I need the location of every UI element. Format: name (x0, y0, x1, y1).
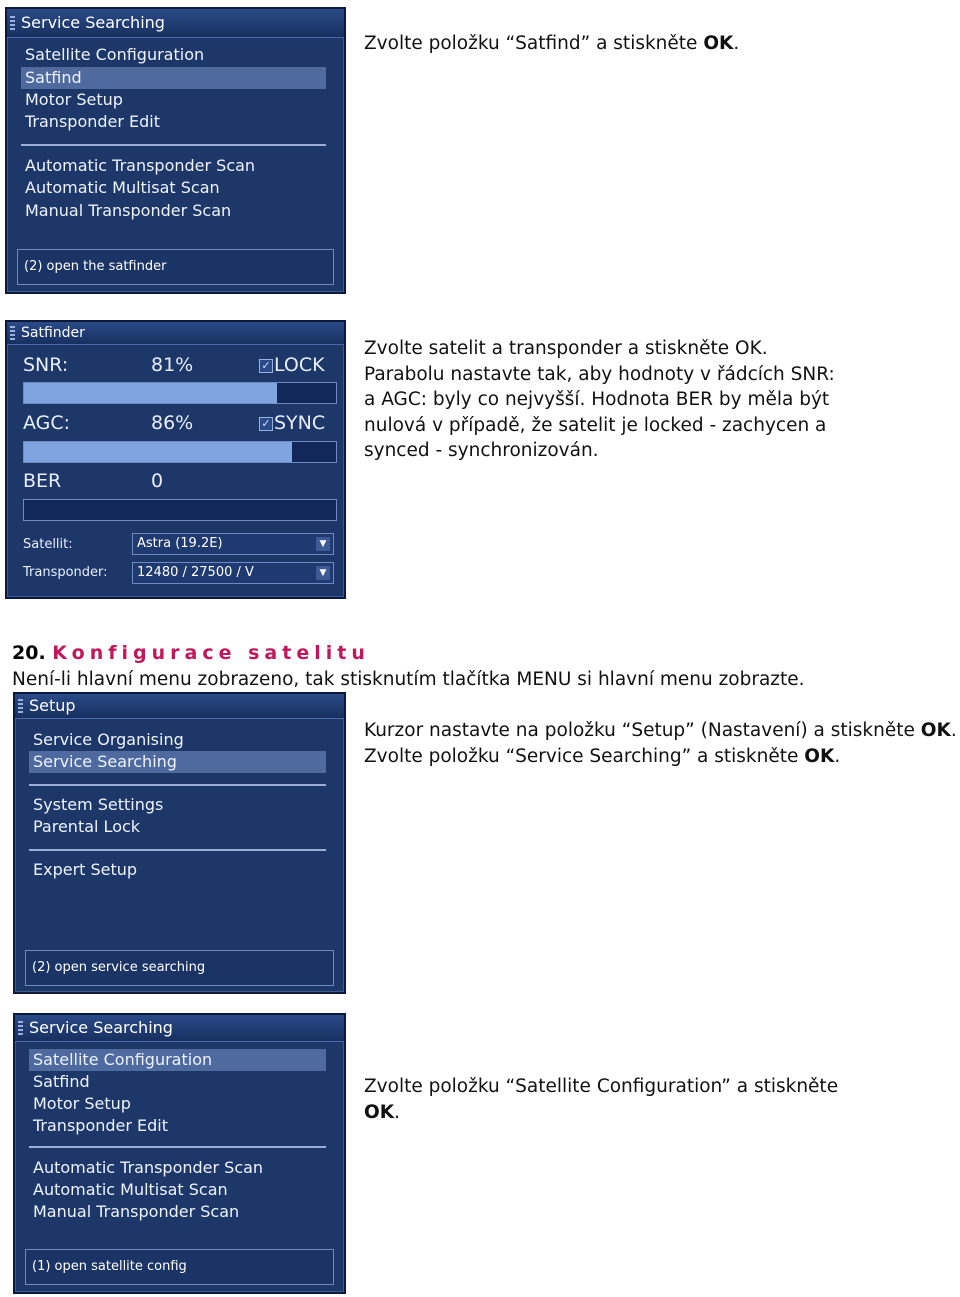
screen-title-text: Service Searching (21, 13, 165, 32)
satellite-select-value: Astra (19.2E) (137, 536, 223, 551)
screen-title (15, 694, 344, 719)
section-intro: Není-li hlavní menu zobrazeno, tak stisknutím tlačítka MENU si hlavní menu zobrazte. (12, 669, 805, 690)
screen-title-text: Service Searching (29, 1018, 173, 1037)
sync-label: SYNC (274, 412, 326, 434)
chevron-down-icon: ▼ (316, 537, 330, 551)
caption-period: . (733, 33, 740, 54)
menu-item-parental-lock[interactable]: Parental Lock (33, 817, 141, 836)
menu-item-expert-setup[interactable]: Expert Setup (33, 860, 138, 879)
menu-item-automatic-transponder-scan[interactable]: Automatic Transponder Scan (25, 156, 256, 175)
snr-label: SNR: (23, 354, 69, 376)
caption-line: Parabolu nastavte tak, aby hodnoty v řádcích SNR: (364, 363, 835, 385)
caption-satellite-config (364, 1074, 838, 1125)
menu-item-manual-transponder-scan[interactable]: Manual Transponder Scan (33, 1202, 240, 1221)
satellite-select[interactable] (132, 533, 334, 555)
menu-divider (29, 1146, 326, 1148)
caption-text: Zvolte položku “Satfind” a stiskněte (364, 33, 704, 54)
hint-bar: (1) open satellite config (25, 1249, 334, 1285)
menu-item-motor-setup[interactable]: Motor Setup (25, 90, 123, 109)
menu-item-automatic-multisat-scan[interactable]: Automatic Multisat Scan (33, 1180, 228, 1199)
menu-item-service-searching[interactable]: Service Searching (29, 751, 326, 773)
transponder-select-value: 12480 / 27500 / V (137, 565, 254, 580)
service-searching-screen-2 (13, 1013, 346, 1294)
agc-bar-fill (24, 442, 292, 462)
transponder-select[interactable] (132, 562, 334, 584)
menu-item-transponder-edit[interactable]: Transponder Edit (33, 1116, 169, 1135)
lock-check-icon: ✓ (259, 359, 273, 373)
setup-screen (13, 692, 346, 994)
caption-line: Zvolte položku “Service Searching” a stiskněte OK. (364, 745, 841, 767)
menu-item-motor-setup[interactable]: Motor Setup (33, 1094, 131, 1113)
section-heading (12, 642, 370, 664)
satellite-label: Satellit: (23, 537, 73, 552)
grip-icon (10, 16, 15, 30)
caption-line: OK. (364, 1101, 400, 1123)
service-searching-screen-1 (5, 7, 346, 294)
menu-item-automatic-transponder-scan[interactable]: Automatic Transponder Scan (33, 1158, 264, 1177)
menu-divider (29, 849, 326, 851)
caption-line: a AGC: byly co nejvyšší. Hodnota BER by měla být (364, 389, 830, 410)
menu-divider (29, 784, 326, 786)
menu-item-satellite-configuration[interactable]: Satellite Configuration (29, 1049, 326, 1071)
menu-item-satellite-configuration[interactable]: Satellite Configuration (25, 45, 205, 64)
satfinder-screen (5, 320, 346, 599)
agc-value: 86% (151, 412, 194, 434)
caption-satfind (364, 31, 739, 57)
caption-line: Zvolte satelit a transponder a stiskněte OK. (364, 338, 768, 359)
screen-title (15, 1015, 344, 1042)
caption-text: Zvolte položku “Service Searching” a stiskněte (364, 745, 805, 767)
screen-title-text: Setup (29, 696, 76, 715)
menu-item-automatic-multisat-scan[interactable]: Automatic Multisat Scan (25, 178, 220, 197)
screen-title-text: Satfinder (21, 325, 85, 341)
caption-line: synced - synchronizován. (364, 440, 599, 461)
caption-line: Zvolte položku “Satellite Configuration” a stiskněte (364, 1076, 839, 1097)
grip-icon (10, 326, 15, 340)
section-title: Konfigurace satelitu (52, 642, 370, 664)
menu-item-satfind[interactable]: Satfind (33, 1072, 90, 1091)
sync-check-icon: ✓ (259, 417, 273, 431)
hint-bar: (2) open the satfinder (17, 249, 334, 285)
transponder-label: Transponder: (23, 565, 108, 580)
ber-value: 0 (151, 470, 164, 492)
ber-label: BER (23, 470, 62, 492)
agc-bar (23, 441, 337, 463)
caption-ok: OK (920, 720, 951, 741)
menu-item-satfind[interactable]: Satfind (21, 67, 326, 89)
agc-label: AGC: (23, 412, 71, 434)
snr-bar (23, 382, 337, 404)
screen-title (7, 9, 344, 38)
menu-item-service-organising[interactable]: Service Organising (33, 730, 184, 749)
menu-divider (21, 144, 326, 146)
snr-bar-fill (24, 383, 277, 403)
caption-ok: OK (364, 1101, 395, 1123)
screen-title (7, 322, 344, 345)
caption-line: Kurzor nastavte na položku “Setup” (Nastavení) a stiskněte OK. (364, 720, 957, 741)
menu-item-manual-transponder-scan[interactable]: Manual Transponder Scan (25, 201, 232, 220)
section-number: 20. (12, 642, 46, 664)
caption-line: nulová v případě, že satelit je locked - zachycen a (364, 414, 827, 436)
caption-text: Kurzor nastavte na položku “Setup” (Nastavení) a stiskněte (364, 720, 921, 741)
caption-setup (364, 718, 957, 769)
caption-satfinder (364, 336, 835, 464)
grip-icon (18, 699, 23, 713)
menu-item-system-settings[interactable]: System Settings (33, 795, 164, 814)
snr-value: 81% (151, 354, 194, 376)
chevron-down-icon: ▼ (316, 566, 330, 580)
lock-label: LOCK (274, 354, 325, 376)
caption-ok: OK (804, 745, 835, 767)
caption-ok: OK (703, 33, 734, 54)
grip-icon (18, 1021, 23, 1035)
menu-item-transponder-edit[interactable]: Transponder Edit (25, 112, 161, 131)
ber-bar (23, 499, 337, 521)
hint-bar: (2) open service searching (25, 950, 334, 986)
